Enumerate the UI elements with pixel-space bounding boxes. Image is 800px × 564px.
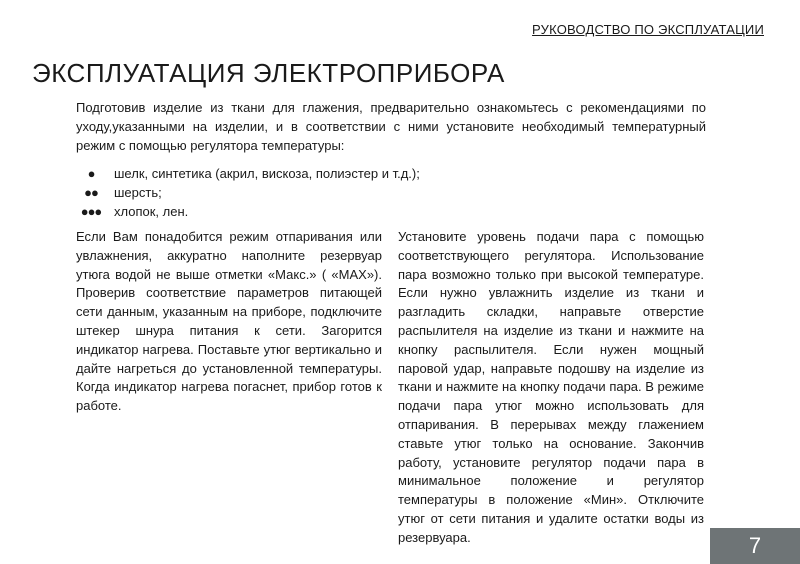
section-header: РУКОВОДСТВО ПО ЭКСПЛУАТАЦИИ: [532, 22, 764, 37]
right-column-text: Установите уровень подачи пара с помощью соответствующего регулятора. Использование пара возможно только при высокой температуре. Если нужно увлажнить изделие из ткани и разгладить складки, направьте отверстие распылителя на изделие из ткани и нажмите на кнопку распылителя. Если нужен мощный паровой удар, направьте подошву на изделие из ткани и нажмите на кнопку подачи пара. В режиме подачи пара утюг можно использовать для отпаривания. В перерывах между глажением ставьте утюг только на основание. Закончив работу, установите регулятор подачи пара в минимальное положение и регулятор температуры в положение «Мин». Отключите утюг от сети питания и удалите остатки воды из резервуара.: [398, 229, 704, 545]
list-item-text: хлопок, лен.: [114, 204, 189, 219]
list-item-text: шерсть;: [114, 185, 162, 200]
list-item: [76, 164, 420, 183]
left-column-text: Если Вам понадобится режим отпаривания или увлажнения, аккуратно наполните резервуар утюга водой не выше отметки «Макс.» ( «MAX»). Проверив соответствие параметров питающей сети данным, указанным на приборе, подключите штекер шнура питания к сети. Загорится индикатор нагрева. Поставьте утюг вертикально и дайте нагреться до установленной температуры. Когда индикатор нагрева погаснет, прибор готов к работе.: [76, 229, 382, 414]
page-number: 7: [748, 533, 762, 558]
list-item-text: шелк, синтетика (акрил, вискоза, полиэстер и т.д.);: [114, 166, 420, 181]
page-number-box: [710, 528, 800, 564]
three-dots-icon: ●●●: [80, 204, 102, 219]
temperature-list: [76, 164, 420, 221]
list-item: [76, 183, 420, 202]
one-dot-icon: ●: [87, 166, 95, 181]
two-dots-icon: ●●: [84, 185, 98, 200]
list-item: [76, 202, 420, 221]
page-title: ЭКСПЛУАТАЦИЯ ЭЛЕКТРОПРИБОРА: [32, 58, 505, 88]
intro-paragraph: Подготовив изделие из ткани для глажения, предварительно ознакомьтесь с рекомендациями по уходу,указанными на изделии, и в соответствии с ними установите необходимый температурный режим с помощью регулятора температуры:: [76, 100, 706, 153]
